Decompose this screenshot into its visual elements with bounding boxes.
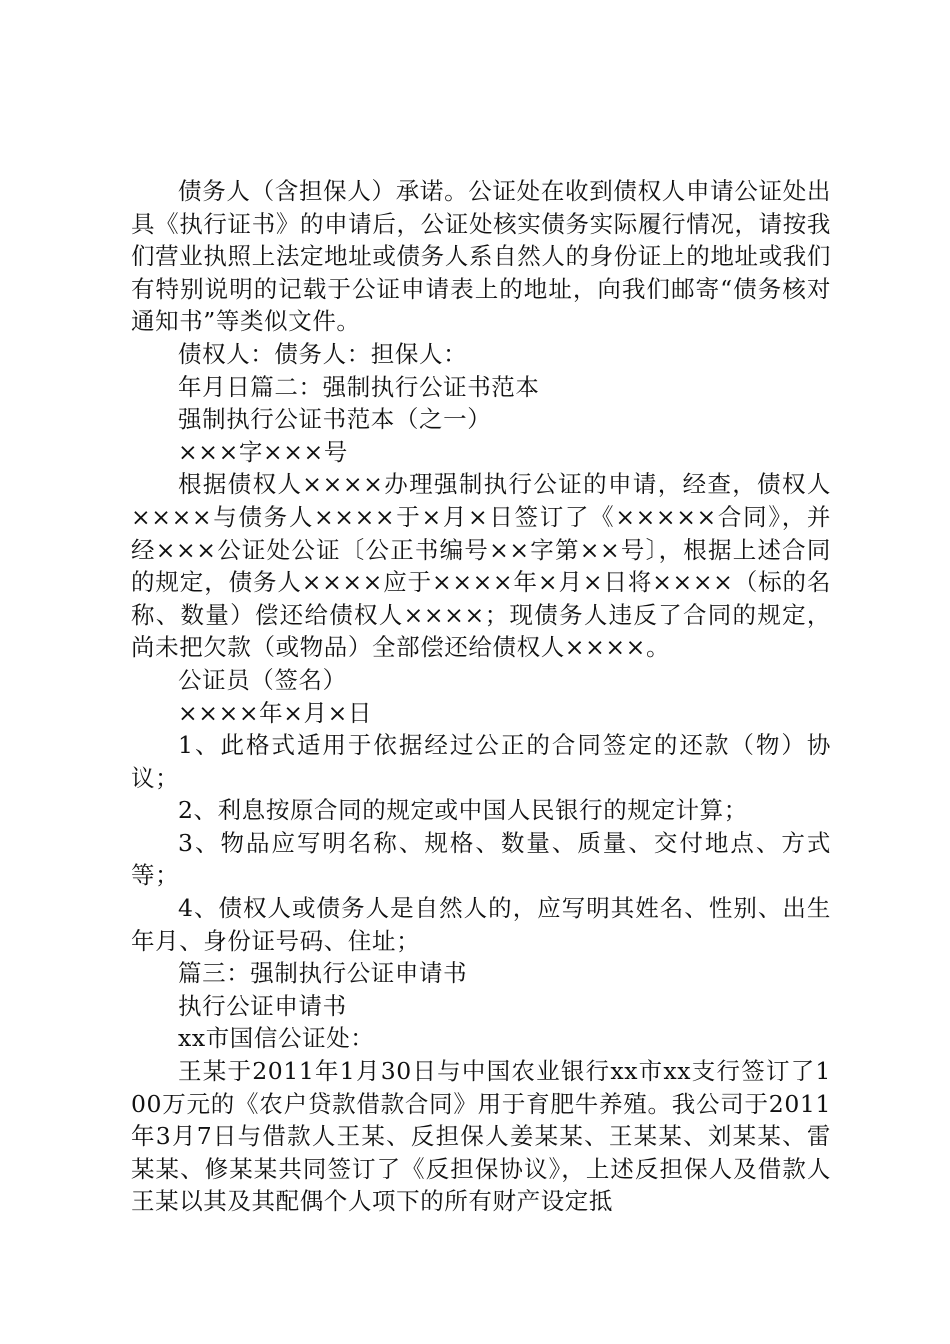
- paragraph-section-two-heading: 年月日篇二：强制执行公证书范本: [178, 372, 540, 401]
- document-body: [131, 175, 831, 1218]
- paragraph-addressee: xx市国信公证处：: [178, 1024, 375, 1053]
- paragraph-debtor-commitment: 债务人（含担保人）承诺。公证处在收到债权人申请公证处出具《执行证书》的申请后，公证处核实债务实际履行情况，请按我们营业执照上法定地址或债务人系自然人的身份证上的地址或我们有特别说明的记载于公证申请表上的地址，向我们邮寄“债务核对通知书”等类似文件。: [131, 177, 831, 336]
- paragraph-template-body: 根据债权人××××办理强制执行公证的申请，经查，债权人××××与债务人××××于×月×日签订了《×××××合同》，并经×××公证处公证〔公正书编号××字第××号〕，根据上述合同的规定，债务人××××应于××××年×月×日将××××（标的名称、数量）偿还给债权人××××；现债务人违反了合同的规定，尚未把欠款（或物品）全部偿还给债权人××××。: [131, 470, 831, 662]
- note-item-1: 1、此格式适用于依据经过公正的合同签定的还款（物）协议；: [131, 731, 831, 792]
- note-item-2: 2、利息按原合同的规定或中国人民银行的规定计算；: [178, 796, 748, 825]
- paragraph-section-three-heading: 篇三：强制执行公证申请书: [178, 959, 468, 988]
- paragraph-notary-signature: 公证员（签名）: [178, 665, 347, 694]
- paragraph-application-title: 执行公证申请书: [178, 991, 347, 1020]
- paragraph-date: ××××年×月×日: [178, 698, 373, 727]
- paragraph-parties: 债权人：债务人：担保人：: [178, 339, 468, 368]
- note-item-4: 4、债权人或债务人是自然人的，应写明其姓名、性别、出生年月、身份证号码、住址；: [131, 894, 831, 955]
- paragraph-document-number: ×××字×××号: [178, 437, 348, 466]
- note-item-3: 3、物品应写明名称、规格、数量、质量、交付地点、方式等；: [131, 828, 831, 890]
- paragraph-application-body: 王某于2011年1月30日与中国农业银行xx市xx支行签订了100万元的《农户贷款借款合同》用于育肥牛养殖。我公司于2011年3月7日与借款人王某、反担保人姜某某、王某某、刘某某、雷某某、修某某共同签订了《反担保协议》，上述反担保人及借款人王某以其及其配偶个人项下的所有财产设定抵: [131, 1057, 831, 1216]
- paragraph-template-title: 强制执行公证书范本（之一）: [178, 405, 492, 434]
